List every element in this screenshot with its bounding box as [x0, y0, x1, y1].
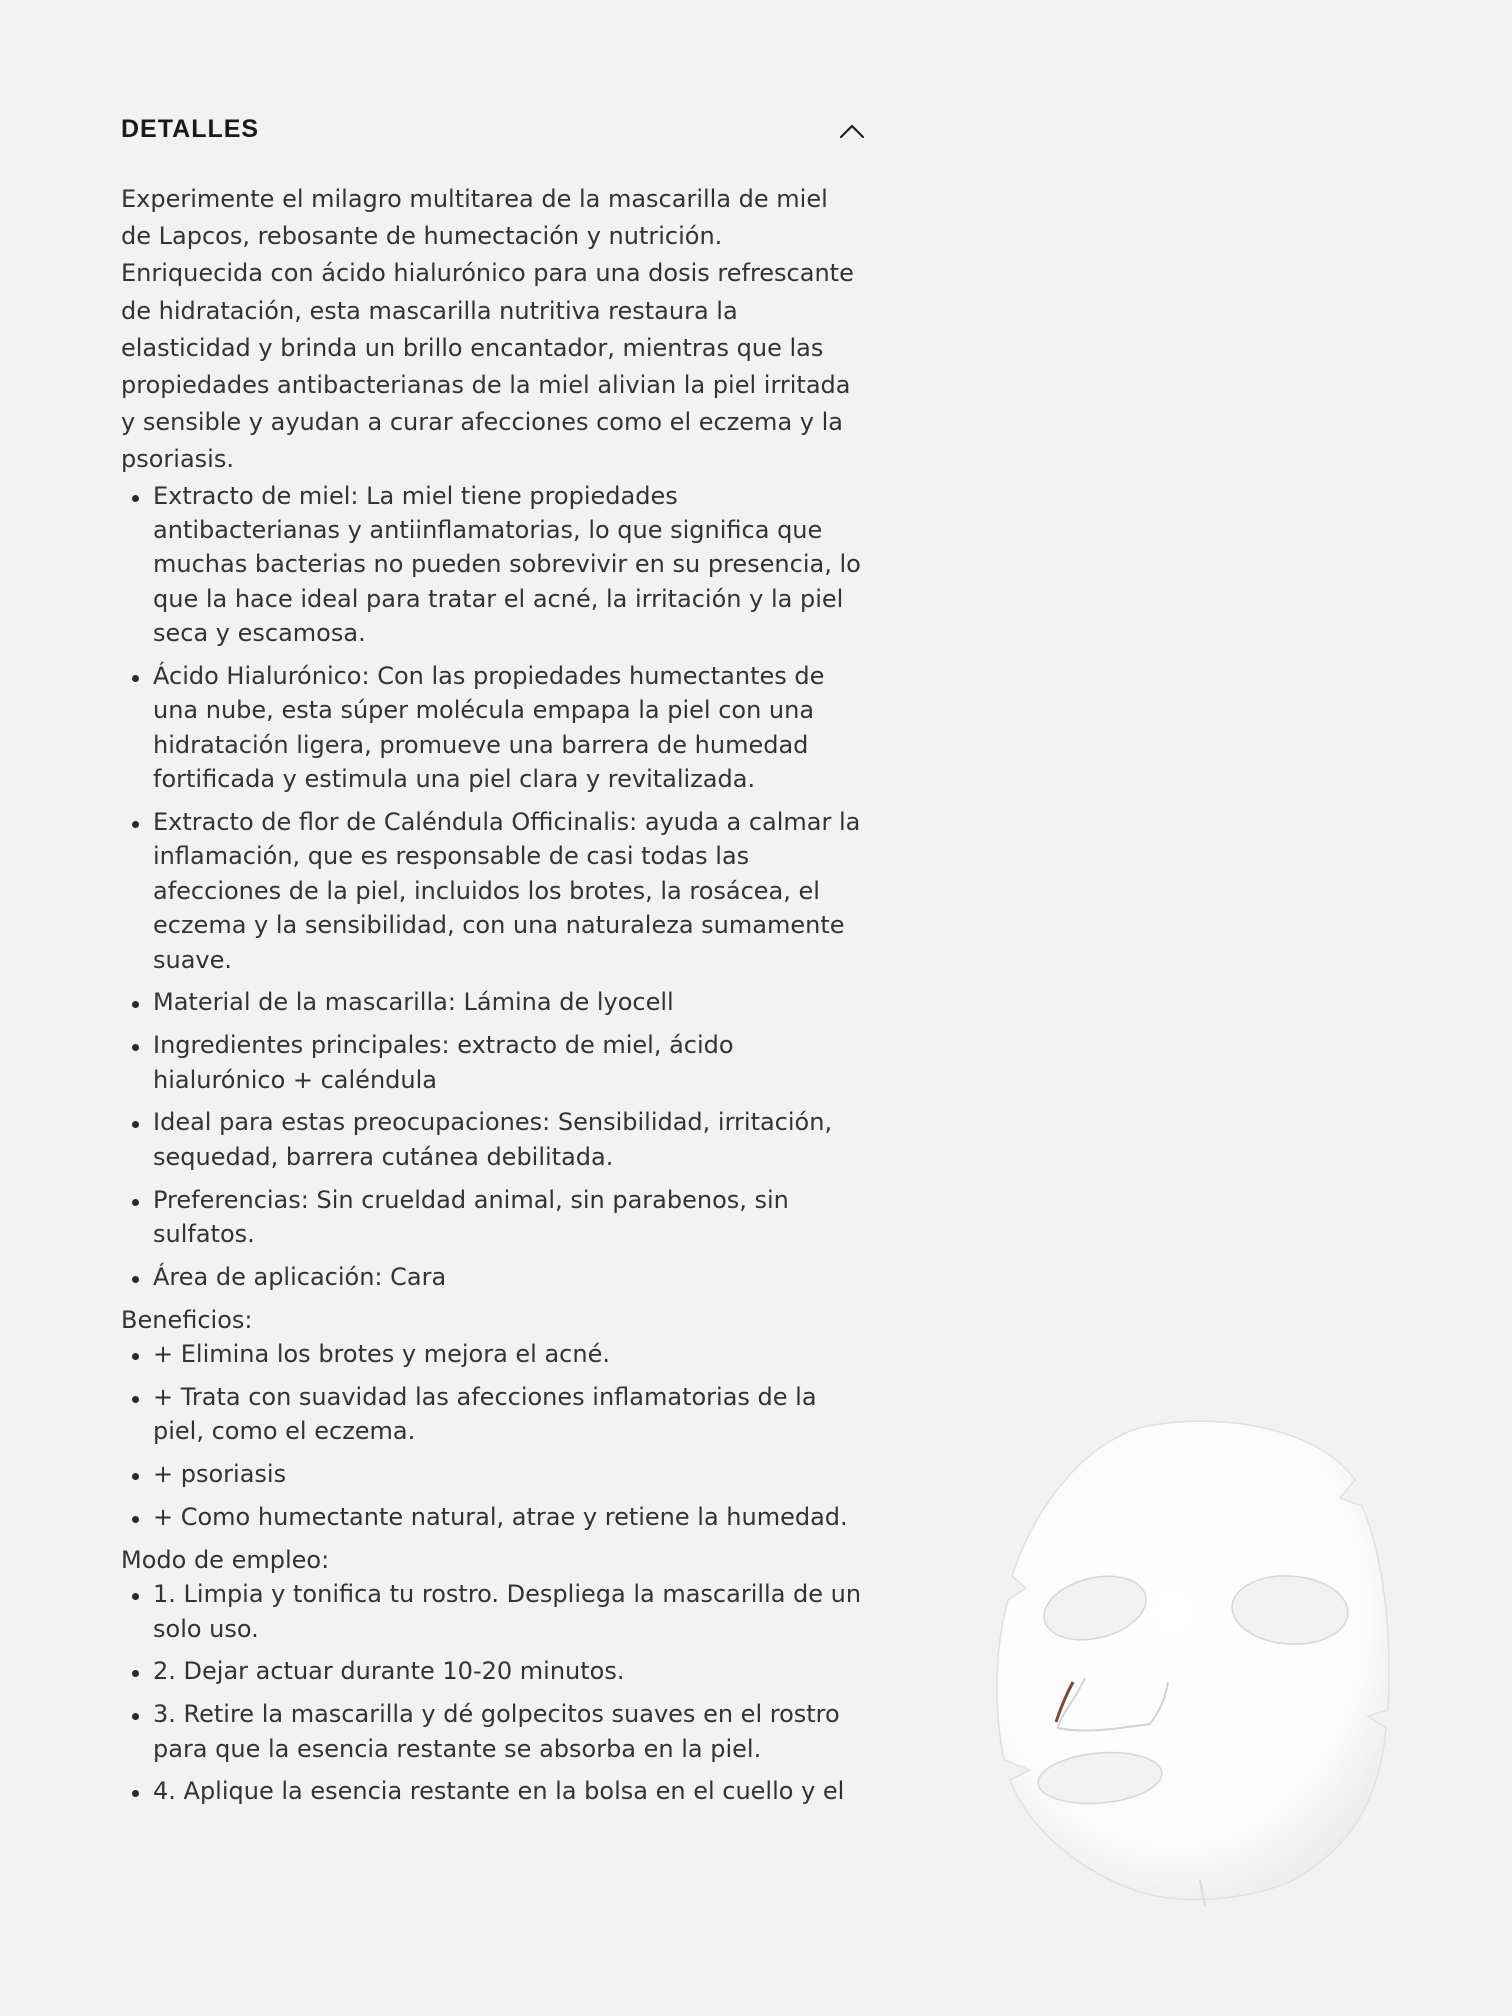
list-item: 3. Retire la mascarilla y dé golpecitos suaves en el rostro para que la esencia restante se absorba en la piel.: [153, 1697, 866, 1766]
list-item: 1. Limpia y tonifica tu rostro. Despliega la mascarilla de un solo uso.: [153, 1577, 866, 1646]
list-item: Extracto de flor de Caléndula Officinalis: ayuda a calmar la inflamación, que es responsable de casi todas las afecciones de la piel, incluidos los brotes, la rosácea, el eczema y la sensibilidad, con una naturaleza sumamente suave.: [153, 805, 866, 977]
list-item: Material de la mascarilla: Lámina de lyocell: [153, 985, 866, 1019]
sheet-mask-image: [990, 1410, 1400, 1910]
list-item: Preferencias: Sin crueldad animal, sin parabenos, sin sulfatos.: [153, 1183, 866, 1252]
intro-paragraph: Experimente el milagro multitarea de la mascarilla de miel de Lapcos, rebosante de humectación y nutrición. Enriquecida con ácido hialurónico para una dosis refrescante de hidratación, esta mascarilla nutritiva restaura la elasticidad y brinda un brillo encantador, mientras que las propiedades antibacterianas de la miel alivian la piel irritada y sensible y ayudan a curar afecciones como el eczema y la psoriasis.: [121, 185, 854, 474]
list-item: Ideal para estas preocupaciones: Sensibilidad, irritación, sequedad, barrera cutánea debilitada.: [153, 1105, 866, 1174]
benefits-list: [121, 1337, 866, 1534]
usage-label: Modo de empleo:: [121, 1545, 330, 1574]
list-item: + Como humectante natural, atrae y retiene la humedad.: [153, 1500, 866, 1534]
list-item: Extracto de miel: La miel tiene propiedades antibacterianas y antiinflamatorias, lo que significa que muchas bacterias no pueden sobrevivir en su presencia, lo que la hace ideal para tratar el acné, la irritación y la piel seca y escamosa.: [153, 479, 866, 651]
list-item: 2. Dejar actuar durante 10-20 minutos.: [153, 1654, 866, 1688]
features-list: [121, 479, 866, 1295]
list-item: + Trata con suavidad las afecciones inflamatorias de la piel, como el eczema.: [153, 1380, 866, 1449]
list-item: 4. Aplique la esencia restante en la bolsa en el cuello y el: [153, 1774, 866, 1808]
list-item: Ácido Hialurónico: Con las propiedades humectantes de una nube, esta súper molécula empapa la piel con una hidratación ligera, promueve una barrera de humedad fortificada y estimula una piel clara y revitalizada.: [153, 659, 866, 797]
details-header[interactable]: [121, 115, 866, 155]
list-item: + psoriasis: [153, 1457, 866, 1491]
details-title: DETALLES: [121, 115, 260, 143]
details-section: [121, 112, 866, 1817]
list-item: + Elimina los brotes y mejora el acné.: [153, 1337, 866, 1371]
chevron-up-icon[interactable]: [838, 121, 866, 143]
list-item: Área de aplicación: Cara: [153, 1260, 866, 1294]
list-item: Ingredientes principales: extracto de miel, ácido hialurónico + caléndula: [153, 1028, 866, 1097]
benefits-label: Beneficios:: [121, 1305, 253, 1334]
usage-list: [121, 1577, 866, 1809]
